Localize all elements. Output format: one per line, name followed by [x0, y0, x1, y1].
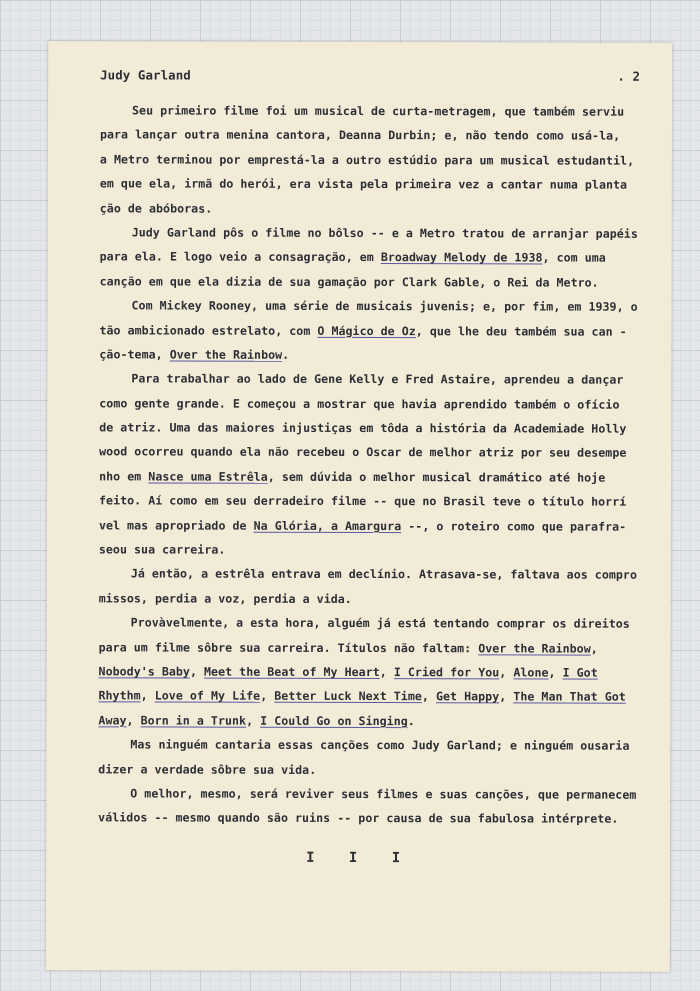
paragraph-2 [100, 225, 652, 300]
text-line: Com Mickey Rooney, uma série de musicais juvenis; e, por fim, em 1939, o [131, 298, 638, 314]
song-title: Meet the Beat of My Heart [204, 664, 380, 680]
text-line: vel mas apropriado de Na Glória, a Amargura --, o roteiro como que parafra- [98, 517, 627, 534]
text-line: O melhor, mesmo, será reviver seus filmes e suas canções, que permanecem [130, 786, 637, 802]
text-line: como gente grande. E começou a mostrar que havia aprendido também o ofício [99, 396, 620, 412]
song-title: Away [98, 713, 127, 728]
song-title: I Cried for You [393, 665, 500, 680]
text-line: válidos -- mesmo quando são ruins -- por causa de sua fabulosa intérprete. [98, 810, 619, 827]
text-line: Provàvelmente, a esta hora, alguém já está tentando comprar os direitos [130, 615, 630, 631]
song-title: Love of My Life [154, 688, 261, 704]
text-line: em que ela, irmã do herói, era vista pela primeira vez a cantar numa planta [99, 176, 628, 192]
text-line: ção-tema, Over the Rainbow. [99, 347, 290, 362]
header-title: Judy Garland [100, 67, 191, 83]
text-line: Seu primeiro filme foi um musical de curta-metragem, que também serviu [132, 103, 625, 119]
text-line: Away, Born in a Trunk, I Could Go on Singing. [98, 713, 415, 728]
page-number: . 2 [617, 68, 641, 84]
song-title: Born in a Trunk [140, 713, 247, 728]
text-line: a Metro terminou por emprestá-la a outro estúdio para um musical estudantil, [99, 152, 635, 168]
paragraph-6 [98, 616, 650, 739]
song-title: Rhythm [98, 688, 141, 703]
text-line: seou sua carreira. [98, 542, 226, 557]
text-line: canção em que ela dizia de sua gamação por Clark Gable, o Rei da Metro. [99, 274, 599, 290]
text-line: nho em Nasce uma Estrêla, sem dúvida o melhor musical dramático até hoje [99, 469, 606, 485]
song-title: Get Happy [435, 689, 500, 704]
film-title: Broadway Melody de 1938 [380, 250, 543, 265]
text-line: Já então, a estrêla entrava em declínio. Atrasava-se, faltava aos compro [130, 566, 638, 583]
typewritten-page [46, 41, 672, 972]
text-line: para lançar outra menina cantora, Deanna Durbin; e, não tendo como usá-la, [99, 127, 621, 144]
song-title: Over the Rainbow [478, 640, 591, 656]
paragraph-8 [98, 786, 650, 836]
text-line: para ela. E logo veio a consagração, em Broadway Melody de 1938, com uma [99, 249, 606, 265]
page-header [100, 67, 652, 104]
paragraph-5 [99, 567, 651, 617]
text-line: Nobody's Baby, Meet the Beat of My Heart, I Cried for You, Alone, I Got [98, 664, 598, 680]
song-title: Nobody's Baby [98, 664, 190, 679]
paragraph-7 [98, 737, 650, 787]
paragraph-3 [99, 298, 651, 373]
text-line: Judy Garland pôs o filme no bôlso -- e a Metro tratou de arranjar papéis [131, 225, 638, 241]
film-title: Nasce uma Estrêla [148, 469, 268, 484]
text-line: de atriz. Uma das maiores injustiças em tôda a história da Academiade Holly [99, 420, 627, 436]
song-title: Over the Rainbow [169, 347, 283, 362]
text-line: missos, perdia a voz, perdia a vida. [98, 591, 352, 606]
text-line: feito. Aí como em seu derradeiro filme -- que no Brasil teve o título horrí [98, 493, 627, 509]
text-line: tão ambicionado estrelato, com O Mágico de Oz, que lhe deu também sua can - [99, 322, 627, 339]
text-line: wood ocorreu quando ela não recebeu o Oscar de melhor atriz por seu desempe [99, 444, 627, 461]
song-title: Better Luck Next Time [274, 689, 422, 704]
song-title: I Got [562, 665, 598, 680]
text-line: Para trabalhar ao lado de Gene Kelly e Fred Astaire, aprendeu a dançar [131, 371, 624, 387]
film-title: Na Glória, a Amargura [253, 518, 402, 533]
text-line: Rhythm, Love of My Life, Better Luck Next Time, Get Happy, The Man That Got [98, 688, 626, 705]
film-title: O Mágico de Oz [317, 323, 416, 338]
text-line: dizer a verdade sôbre sua vida. [98, 761, 317, 777]
song-title: Alone [513, 665, 549, 680]
song-title: I Could Go on Singing [260, 713, 408, 728]
body-text [98, 103, 652, 836]
text-line: ção de abóboras. [99, 200, 213, 216]
paragraph-4 [99, 372, 652, 569]
paragraph-1 [100, 103, 652, 226]
text-line: Mas ninguém cantaria essas canções como Judy Garland; e ninguém ousaria [130, 737, 630, 753]
song-title: The Man That Got [513, 689, 626, 705]
end-separator: I I I [306, 849, 405, 866]
text-line: para um filme sôbre sua carreira. Títulos não faltam: Over the Rainbow, [98, 639, 598, 656]
